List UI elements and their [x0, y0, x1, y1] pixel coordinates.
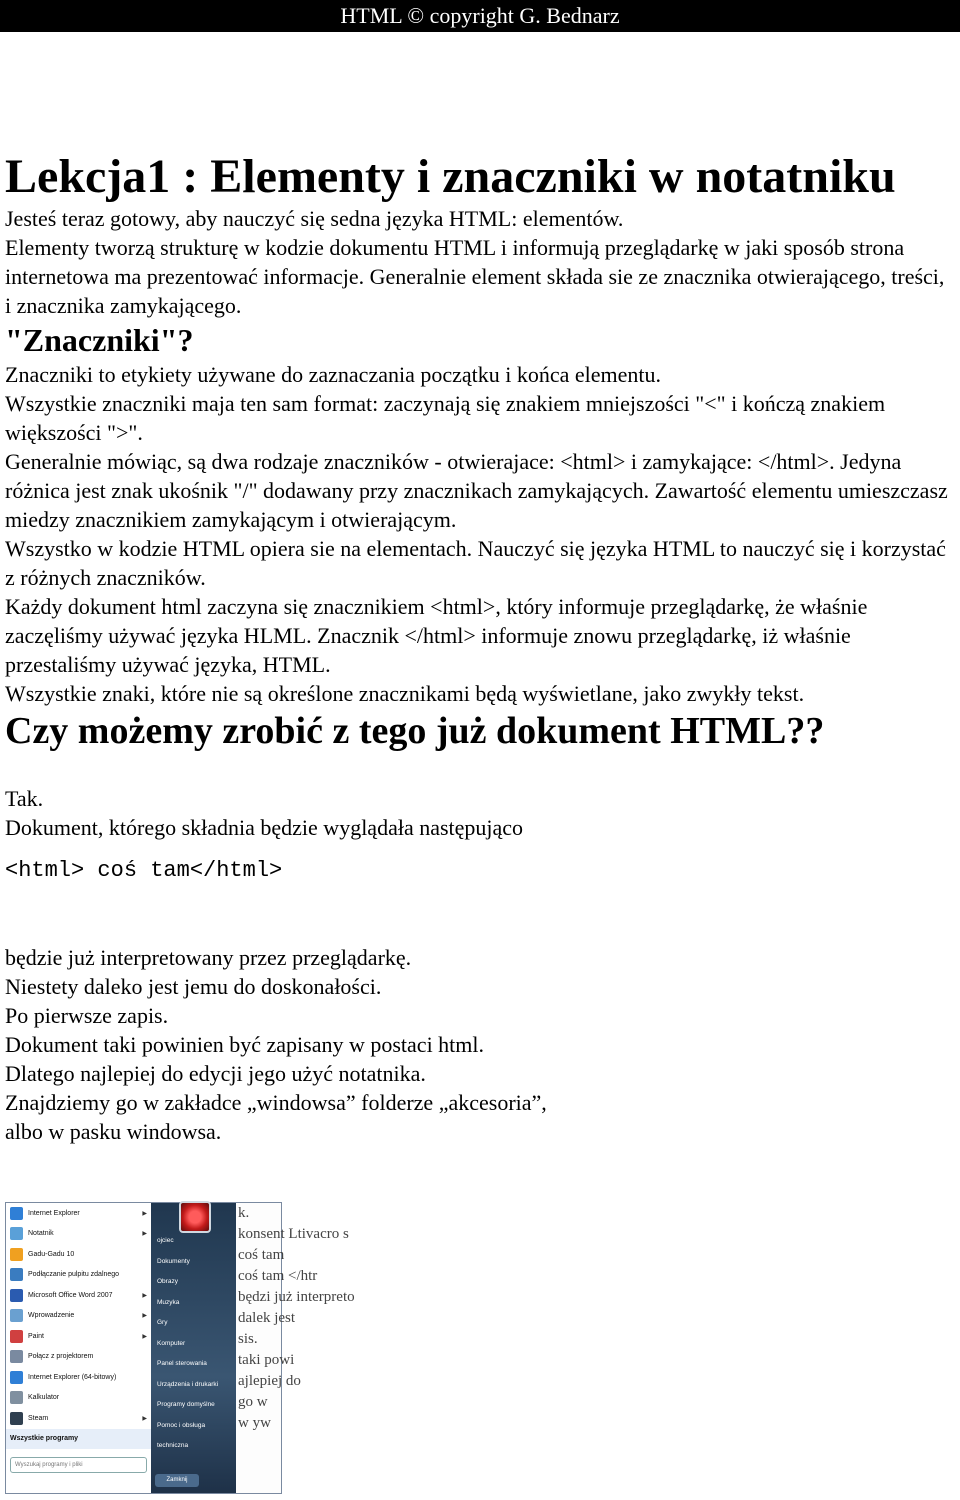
- user-avatar-icon: [179, 1201, 211, 1233]
- background-text-fragment: ajlepiej do: [238, 1373, 301, 1389]
- program-icon: [10, 1330, 23, 1343]
- start-menu-link[interactable]: Gry: [157, 1319, 168, 1326]
- start-menu-link[interactable]: Pomoc i obsługa techniczna: [157, 1421, 206, 1449]
- body-paragraph-4: Wszystko w kodzie HTML opiera sie na elementach. Nauczyć się języka HTML to nauczyć się i korzystać z różnych znaczników.: [5, 536, 946, 590]
- background-text-fragment: w yw: [238, 1415, 271, 1431]
- program-label: Paint: [28, 1332, 44, 1340]
- program-icon: [10, 1350, 23, 1363]
- after-code-line-3: Po pierwsze zapis.: [5, 1003, 169, 1028]
- start-menu-program-item[interactable]: [6, 1285, 151, 1306]
- start-menu-program-item[interactable]: [6, 1265, 151, 1286]
- program-label: Podłączanie pulpitu zdalnego: [28, 1271, 120, 1279]
- program-icon: [10, 1391, 23, 1404]
- start-menu-program-item[interactable]: [6, 1326, 151, 1347]
- program-icon: [10, 1371, 23, 1384]
- start-menu-link[interactable]: ojciec: [157, 1237, 174, 1244]
- background-text-fragment: go w: [238, 1394, 268, 1410]
- program-label: Gadu-Gadu 10: [28, 1250, 75, 1258]
- submenu-arrow-icon: ▶: [142, 1231, 147, 1238]
- after-code-line-2: Niestety daleko jest jemu do doskonałości.: [5, 974, 382, 999]
- start-menu-link[interactable]: Muzyka: [157, 1298, 180, 1306]
- intro-paragraph-2: Elementy tworzą strukturę w kodzie dokumentu HTML i informują przeglądarkę w jaki sposób strona internetowa ma prezentować informacje. Generalnie element składa sie ze znacznika otwierającego, treści, i znacznika zamykającego.: [5, 235, 945, 318]
- question-heading: Czy możemy zrobić z tego już dokument HTML??: [5, 710, 825, 752]
- start-menu-program-item[interactable]: [6, 1244, 151, 1265]
- program-label: Kalkulator: [28, 1394, 60, 1402]
- intro-paragraph-1: Jesteś teraz gotowy, aby nauczyć się sedna języka HTML: elementów.: [5, 206, 624, 231]
- submenu-arrow-icon: ▶: [142, 1292, 147, 1299]
- program-icon: [10, 1289, 23, 1302]
- start-menu-right-pane: [151, 1203, 236, 1493]
- body-paragraph-6: Wszystkie znaki, które nie są określone znacznikami będą wyświetlane, jako zwykły tekst.: [5, 681, 805, 706]
- program-label: Notatnik: [28, 1230, 54, 1238]
- header-title: HTML © copyright G. Bednarz: [340, 3, 620, 28]
- background-text-fragment: konsent Ltivacro s: [238, 1226, 349, 1242]
- program-icon: [10, 1268, 23, 1281]
- submenu-arrow-icon: ▶: [142, 1333, 147, 1340]
- program-icon: [10, 1309, 23, 1322]
- all-programs-button[interactable]: Wszystkie programy: [6, 1429, 151, 1450]
- page-header: [0, 0, 960, 32]
- background-document-fragment: [236, 1203, 355, 1493]
- program-icon: [10, 1412, 23, 1425]
- answer-text: Tak.: [5, 786, 44, 811]
- start-menu-program-item[interactable]: [6, 1224, 151, 1245]
- background-text-fragment: taki powi: [238, 1352, 295, 1368]
- code-example: <html> coś tam</html>: [5, 858, 283, 883]
- program-icon: [10, 1227, 23, 1240]
- submenu-arrow-icon: ▶: [142, 1313, 147, 1320]
- start-menu-program-item[interactable]: [6, 1306, 151, 1327]
- submenu-arrow-icon: ▶: [142, 1210, 147, 1217]
- program-label: Microsoft Office Word 2007: [28, 1291, 113, 1299]
- lesson-title: Lekcja1 : Elementy i znaczniki w notatniku: [5, 150, 896, 203]
- body-paragraph-3: Generalnie mówiąc, są dwa rodzaje znaczników - otwierajace: <html> i zamykające: </html>. Jedyna różnica jest znak ukośnik "/" dodawany przy znacznikach zamykających. Zawartość elementu umieszczasz miedzy znacznikiem zamykającym i otwierającym.: [5, 449, 948, 532]
- lesson-content: [5, 150, 955, 1146]
- background-text-fragment: będzi już interpreto: [238, 1289, 355, 1305]
- program-icon: [10, 1207, 23, 1220]
- after-code-line-7: albo w pasku windowsa.: [5, 1119, 222, 1144]
- start-menu-link[interactable]: Obrazy: [157, 1278, 178, 1285]
- start-menu-program-item[interactable]: [6, 1347, 151, 1368]
- program-label: Internet Explorer: [28, 1209, 80, 1217]
- background-text-fragment: dalek jest: [238, 1310, 296, 1326]
- program-icon: [10, 1248, 23, 1261]
- start-menu-program-item[interactable]: [6, 1408, 151, 1429]
- start-search-input[interactable]: Wyszukaj programy i pliki: [10, 1457, 147, 1473]
- program-label: Internet Explorer (64-bitowy): [28, 1373, 117, 1381]
- background-text-fragment: coś tam </htr: [238, 1268, 318, 1284]
- subheading-znaczniki: "Znaczniki"?: [5, 322, 194, 358]
- shutdown-button[interactable]: Zamknij: [155, 1474, 199, 1487]
- program-label: Połącz z projektorem: [28, 1353, 94, 1361]
- background-text-fragment: sis.: [238, 1331, 258, 1347]
- start-menu-screenshot: [5, 1202, 355, 1494]
- background-text-fragment: coś tam: [238, 1247, 285, 1263]
- start-menu-program-item[interactable]: [6, 1367, 151, 1388]
- start-menu-link[interactable]: Programy domyślne: [157, 1401, 215, 1408]
- start-menu-link[interactable]: Komputer: [157, 1339, 186, 1347]
- program-label: Steam: [28, 1414, 49, 1422]
- background-text-fragment: k.: [238, 1205, 250, 1221]
- start-menu-link[interactable]: Dokumenty: [157, 1257, 190, 1265]
- start-menu-program-item[interactable]: [6, 1388, 151, 1409]
- start-menu-program-item[interactable]: [6, 1203, 151, 1224]
- program-label: Wprowadzenie: [28, 1312, 75, 1320]
- submenu-arrow-icon: ▶: [142, 1415, 147, 1422]
- start-menu-link[interactable]: Urządzenia i drukarki: [157, 1380, 219, 1388]
- after-code-line-6: Znajdziemy go w zakładce „windowsa” folderze „akcesoria”,: [5, 1090, 547, 1115]
- body-paragraph-1: Znaczniki to etykiety używane do zaznaczania początku i końca elementu.: [5, 362, 662, 387]
- start-menu-programs-list: [6, 1203, 151, 1493]
- after-code-line-1: będzie już interpretowany przez przeglądarkę.: [5, 945, 412, 970]
- start-menu-link[interactable]: Panel sterowania: [157, 1360, 207, 1367]
- after-code-line-4: Dokument taki powinien być zapisany w postaci html.: [5, 1032, 485, 1057]
- body-paragraph-2: Wszystkie znaczniki maja ten sam format: zaczynają się znakiem mniejszości "<" i kończą znakiem większości ">".: [5, 391, 886, 445]
- after-code-line-5: Dlatego najlepiej do edycji jego użyć notatnika.: [5, 1061, 426, 1086]
- doc-line: Dokument, którego składnia będzie wyglądała następująco: [5, 815, 524, 840]
- body-paragraph-5: Każdy dokument html zaczyna się znacznikiem <html>, który informuje przeglądarkę, że właśnie zaczęliśmy używać języka HLML. Znacznik </html> informuje znowu przeglądarkę, iż właśnie przestaliśmy używać języka, HTML.: [5, 594, 868, 677]
